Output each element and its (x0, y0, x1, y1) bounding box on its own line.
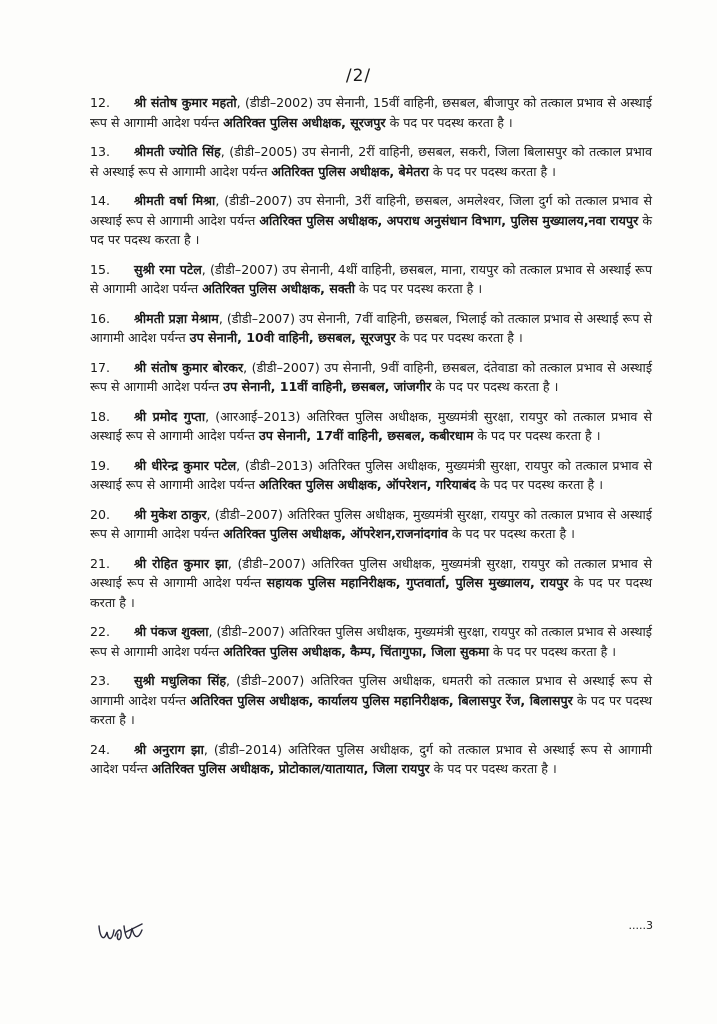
order-entry (90, 740, 652, 779)
entry-text: , (डीडी–2007) अतिरिक्त पुलिस अधीक्षक, मुख्यमंत्री सुरक्षा, रायपुर को तत्काल प्रभाव से अस्थाई रूप से आगामी आदेश पर्यन्त (90, 624, 652, 659)
entry-text-end: के पद पर पदस्थ करता है । (473, 428, 601, 443)
entry-number: 15. (90, 261, 111, 277)
order-entry (90, 260, 652, 299)
entry-text: , (डीडी–2007) अतिरिक्त पुलिस अधीक्षक, मुख्यमंत्री सुरक्षा, रायपुर को तत्काल प्रभाव से अस्थाई रूप से आगामी आदेश पर्यन्त (90, 555, 652, 590)
entry-text: , (आरआई–2013) अतिरिक्त पुलिस अधीक्षक, मुख्यमंत्री सुरक्षा, रायपुर को तत्काल प्रभाव से अस्थाई रूप से आगामी आदेश पर्यन्त (90, 408, 652, 443)
officer-name: श्री अनुराग झा (134, 741, 204, 757)
order-entry (90, 554, 652, 613)
entry-number: 22. (90, 624, 111, 639)
officer-name: श्री पंकज शुक्ला (134, 624, 209, 639)
order-entry (90, 142, 652, 181)
order-entry (90, 358, 652, 397)
continuation-marker: .....3 (628, 919, 653, 932)
entry-text: , (डीडी–2014) अतिरिक्त पुलिस अधीक्षक, दुर्ग को तत्काल प्रभाव से अस्थाई रूप से आगामी आदेश पर्यन्त (90, 741, 652, 776)
posting-title: अतिरिक्त पुलिस अधीक्षक, अपराध अनुसंधान विभाग, पुलिस मुख्यालय,नवा रायपुर (259, 212, 639, 228)
posting-title: अतिरिक्त पुलिस अधीक्षक, कार्यालय पुलिस महानिरीक्षक, बिलासपुर रेंज, बिलासपुर (190, 692, 573, 708)
officer-name: श्री संतोष कुमार महतो (134, 95, 237, 110)
order-entry (90, 309, 652, 348)
entry-number: 17. (90, 359, 111, 375)
posting-title: अतिरिक्त पुलिस अधीक्षक, बेमेतरा (271, 163, 429, 179)
entry-text: , (डीडी–2005) उप सेनानी, 2रीं वाहिनी, छसबल, सकरी, जिला बिलासपुर को तत्काल प्रभाव से अस्थाई रूप से आगामी आदेश पर्यन्त (90, 144, 653, 179)
posting-title: अतिरिक्त पुलिस अधीक्षक, सक्ती (202, 281, 356, 296)
posting-title: उप सेनानी, 10वी वाहिनी, छसबल, सूरजपुर (189, 330, 396, 345)
order-entry (90, 191, 652, 250)
officer-name: श्री संतोष कुमार बोरकर (134, 359, 244, 375)
entry-number: 21. (90, 555, 111, 571)
entry-text: , (डीडी–2013) अतिरिक्त पुलिस अधीक्षक, मुख्यमंत्री सुरक्षा, रायपुर को तत्काल प्रभाव से अस्थाई रूप से आगामी आदेश पर्यन्त (90, 457, 653, 492)
officer-name: सुश्री मधुलिका सिंह (134, 673, 227, 688)
entry-text-end: के पद पर पदस्थ करता है । (475, 477, 603, 492)
officer-name: श्री रोहित कुमार झा (134, 555, 228, 571)
entry-text-end: के पद पर पदस्थ करता है । (385, 114, 513, 130)
officer-name: श्रीमती ज्योति सिंह (134, 144, 221, 159)
order-entry (90, 622, 652, 661)
order-entry (90, 505, 652, 544)
entry-text-end: के पद पर पदस्थ करता है । (488, 643, 617, 659)
entry-text-end: के पद पर पदस्थ करता है । (90, 212, 652, 247)
entry-number: 19. (90, 457, 111, 473)
signature-mark (96, 918, 148, 948)
entry-number: 16. (90, 310, 111, 326)
officer-name: सुश्री रमा पटेल (134, 261, 202, 277)
posting-title: अतिरिक्त पुलिस अधीक्षक, कैम्प, चिंतागुफा, जिला सुकमा (223, 643, 489, 659)
page-number: /2/ (345, 66, 372, 86)
posting-title: अतिरिक्त पुलिस अधीक्षक, ऑपरेशन, गरियाबंद (258, 477, 476, 492)
order-entry (90, 93, 652, 132)
entry-number: 12. (90, 95, 111, 110)
posting-title: उप सेनानी, 17वीं वाहिनी, छसबल, कबीरधाम (258, 428, 474, 443)
order-entries (90, 93, 652, 789)
entry-text-end: के पद पर पदस्थ करता है । (431, 379, 559, 394)
officer-name: श्री प्रमोद गुप्ता (134, 408, 206, 424)
entry-text: , (डीडी–2007) उप सेनानी, 4थीं वाहिनी, छसबल, माना, रायपुर को तत्काल प्रभाव से अस्थाई रूप से आगामी आदेश पर्यन्त (90, 261, 652, 296)
entry-number: 24. (90, 741, 111, 757)
entry-text-end: के पद पर पदस्थ करता है । (355, 281, 483, 296)
entry-text-end: के पद पर पदस्थ करता है । (428, 163, 556, 179)
officer-name: श्रीमती वर्षा मिश्रा (134, 193, 216, 208)
entry-number: 13. (90, 144, 111, 159)
entry-number: 20. (90, 506, 111, 522)
entry-text: , (डीडी–2002) उप सेनानी, 15वीं वाहिनी, छसबल, बीजापुर को तत्काल प्रभाव से अस्थाई रूप से आगामी आदेश पर्यन्त (90, 95, 652, 130)
order-entry (90, 456, 652, 495)
order-entry (90, 407, 652, 446)
officer-name: श्रीमती प्रज्ञा मेश्राम (134, 310, 219, 326)
entry-text: , (डीडी–2007) उप सेनानी, 3रीं वाहिनी, छसबल, अमलेश्वर, जिला दुर्ग को तत्काल प्रभाव से अस्थाई रूप से आगामी आदेश पर्यन्त (90, 193, 652, 228)
entry-text: , (डीडी–2007) अतिरिक्त पुलिस अधीक्षक, मुख्यमंत्री सुरक्षा, रायपुर को तत्काल प्रभाव से अस्थाई रूप से आगामी आदेश पर्यन्त (90, 506, 652, 541)
entry-text-end: के पद पर पदस्थ करता है । (429, 761, 557, 776)
posting-title: सहायक पुलिस महानिरीक्षक, गुप्तवार्ता, पुलिस मुख्यालय, रायपुर (266, 575, 569, 590)
posting-title: अतिरिक्त पुलिस अधीक्षक, ऑपरेशन,राजनांदगांव (223, 526, 448, 541)
officer-name: श्री मुकेश ठाकुर (134, 506, 207, 522)
entry-text-end: के पद पर पदस्थ करता है । (90, 575, 652, 610)
entry-number: 23. (90, 673, 111, 688)
entry-number: 14. (90, 193, 111, 208)
entry-text: , (डीडी–2007) उप सेनानी, 9वीं वाहिनी, छसबल, दंतेवाडा को तत्काल प्रभाव से अस्थाई रूप से आगामी आदेश पर्यन्त (90, 359, 653, 394)
posting-title: उप सेनानी, 11वीं वाहिनी, छसबल, जांजगीर (223, 379, 432, 394)
officer-name: श्री धीरेन्द्र कुमार पटेल (134, 457, 237, 473)
posting-title: अतिरिक्त पुलिस अधीक्षक, सूरजपुर (223, 114, 386, 130)
entry-text: , (डीडी–2007) उप सेनानी, 7वीं वाहिनी, छसबल, भिलाई को तत्काल प्रभाव से अस्थाई रूप से आगामी आदेश पर्यन्त (90, 310, 652, 345)
posting-title: अतिरिक्त पुलिस अधीक्षक, प्रोटोकाल/यातायात, जिला रायपुर (151, 761, 430, 776)
entry-number: 18. (90, 408, 111, 424)
entry-text-end: के पद पर पदस्थ करता है । (395, 330, 523, 345)
entry-text-end: के पद पर पदस्थ करता है । (90, 692, 653, 727)
entry-text: , (डीडी–2007) अतिरिक्त पुलिस अधीक्षक, धमतरी को तत्काल प्रभाव से अस्थाई रूप से आगामी आदेश पर्यन्त (90, 673, 652, 708)
entry-text-end: के पद पर पदस्थ करता है । (447, 526, 575, 541)
order-entry (90, 671, 652, 730)
